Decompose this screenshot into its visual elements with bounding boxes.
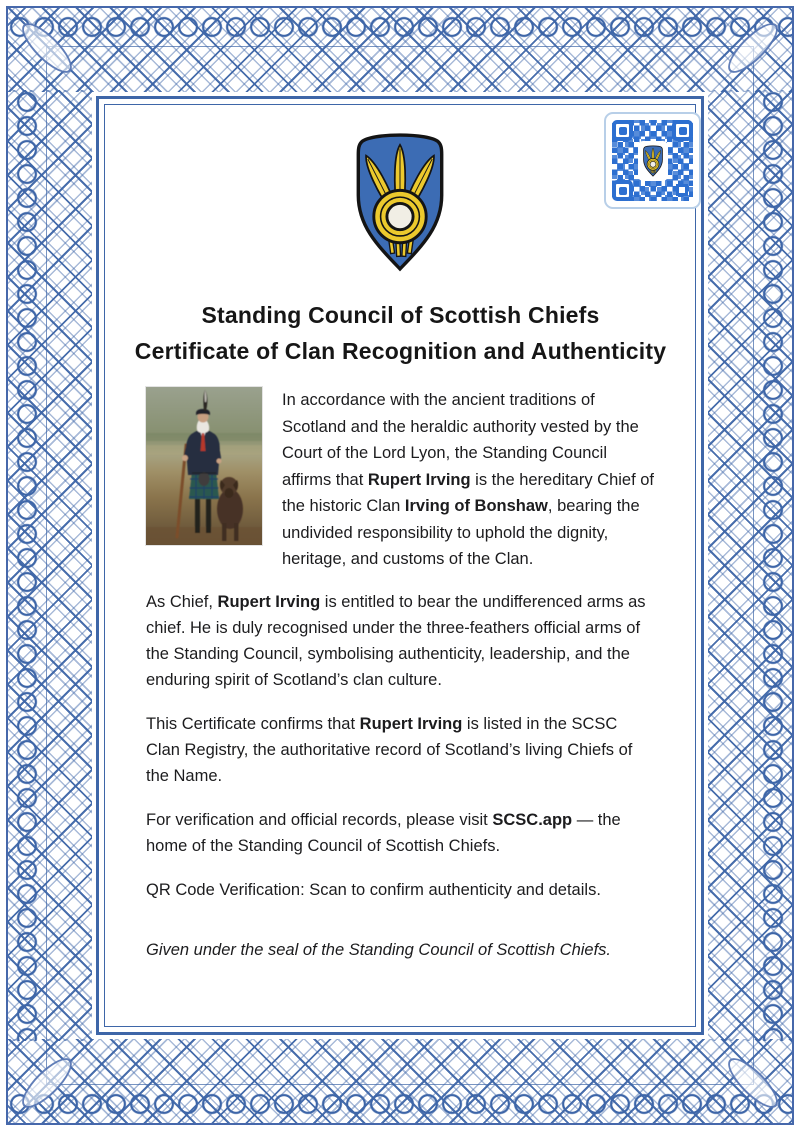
qr-finder-icon (672, 120, 693, 141)
text-run: In accordance with the ancient traditions of Scotland and the heraldic authority vested by the Court of the Lord Lyon, the Standing Council affirms that (282, 391, 639, 489)
text-run: As Chief, (146, 592, 218, 611)
qr-verification-note: QR Code Verification: Scan to confirm authenticity and details. (146, 880, 601, 899)
chief-name: Rupert Irving (359, 714, 463, 733)
text-run: For verification and official records, please visit (146, 810, 493, 829)
text-run: is the hereditary Chief of the historic Clan (282, 470, 655, 515)
chief-name: Rupert Irving (367, 470, 471, 489)
chief-name: Rupert Irving (217, 592, 321, 611)
paragraph-registry (146, 711, 655, 789)
paragraph-entitlement (146, 589, 655, 693)
text-run: , bearing the undivided responsibility to uphold the dignity, heritage, and customs of the Clan. (282, 497, 640, 568)
border-band-bottom (8, 1039, 792, 1123)
title-line-1: Standing Council of Scottish Chiefs (201, 302, 600, 328)
closing-seal-line: Given under the seal of the Standing Council of Scottish Chiefs. (146, 940, 612, 959)
qr-alignment-icon (676, 184, 688, 196)
qr-code (604, 112, 701, 209)
border-band-left (8, 90, 92, 1041)
title-line-2: Certificate of Clan Recognition and Authenticity (134, 338, 667, 364)
chief-photo (146, 387, 262, 545)
text-run: — the home of the Standing Council of Scottish Chiefs. (146, 810, 621, 855)
lead-section (146, 387, 655, 573)
paragraph-verification (146, 807, 655, 859)
qr-center-shield-icon (638, 141, 668, 181)
coat-of-arms-icon (352, 131, 449, 273)
text-run: is entitled to bear the undifferenced arms as chief. He is duly recognised under the three-feathers official arms of the Standing Council, symbolising authenticity, leadership, and the enduring spirit of Scotland’s clan culture. (146, 592, 646, 689)
certificate-body (134, 297, 667, 981)
text-run: is listed in the SCSC Clan Registry, the authoritative record of Scotland’s living Chiefs of the Name. (146, 714, 633, 785)
scsc-app-name: SCSC.app (492, 810, 573, 829)
border-chain-right (756, 90, 790, 1041)
border-chain-top (8, 10, 792, 44)
border-chain-bottom (8, 1087, 792, 1121)
clan-name: Irving of Bonshaw (404, 497, 548, 515)
border-chain-left (10, 90, 44, 1041)
qr-finder-icon (612, 180, 633, 201)
text-run: This Certificate confirms that (146, 714, 360, 733)
paragraph-affirmation (282, 387, 655, 573)
border-band-right (708, 90, 792, 1041)
certificate-title (121, 297, 680, 369)
border-band-top (8, 8, 792, 92)
qr-finder-icon (612, 120, 633, 141)
